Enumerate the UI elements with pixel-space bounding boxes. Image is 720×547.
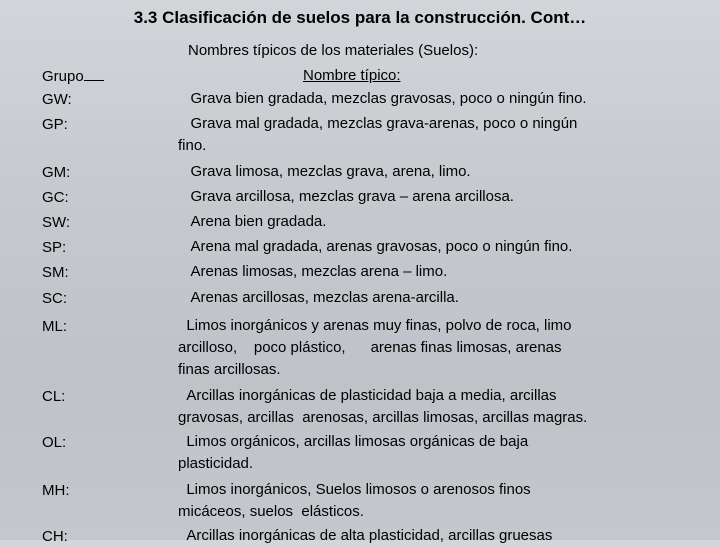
soil-group-code: GP: bbox=[42, 116, 68, 133]
soil-description-line: Grava mal gradada, mezclas grava-arenas, poco o ningún bbox=[178, 115, 578, 132]
soil-description-line: Limos inorgánicos y arenas muy finas, polvo de roca, limo bbox=[178, 317, 572, 334]
soil-description-line: micáceos, suelos elásticos. bbox=[178, 503, 364, 520]
soil-description-line: Arcillas inorgánicas de alta plasticidad, arcillas gruesas bbox=[178, 527, 553, 544]
soil-description-line: Grava limosa, mezclas grava, arena, limo. bbox=[178, 163, 471, 180]
soil-group-code: CL: bbox=[42, 388, 66, 405]
soil-description bbox=[178, 479, 698, 523]
soil-group-code: GM: bbox=[42, 164, 71, 181]
soil-group-code: ML: bbox=[42, 318, 68, 335]
soil-description bbox=[178, 315, 698, 381]
soil-description-line: Limos orgánicos, arcillas limosas orgánicas de baja bbox=[178, 433, 529, 450]
soil-group-code: SP: bbox=[42, 239, 67, 256]
subtitle: Nombres típicos de los materiales (Suelos): bbox=[188, 42, 479, 59]
soil-description-line: Arenas limosas, mezclas arena – limo. bbox=[178, 263, 448, 280]
soil-description bbox=[178, 88, 698, 110]
soil-description-line: plasticidad. bbox=[178, 455, 254, 472]
soil-description-line: Grava bien gradada, mezclas gravosas, poco o ningún fino. bbox=[178, 90, 587, 107]
soil-description-line: Arcillas inorgánicas de plasticidad baja a media, arcillas bbox=[178, 387, 557, 404]
soil-description bbox=[178, 525, 698, 547]
group-header-underline bbox=[84, 67, 104, 81]
slide-title: 3.3 Clasificación de suelos para la construcción. Cont… bbox=[133, 8, 587, 27]
soil-description-line: Arena mal gradada, arenas gravosas, poco o ningún fino. bbox=[178, 238, 573, 255]
soil-group-code: SC: bbox=[42, 290, 68, 307]
group-column-header bbox=[42, 67, 104, 85]
soil-description-line: gravosas, arcillas arenosas, arcillas limosas, arcillas magras. bbox=[178, 409, 588, 426]
soil-description bbox=[178, 186, 698, 208]
name-column-header: Nombre típico: bbox=[303, 67, 401, 84]
soil-description bbox=[178, 287, 698, 309]
soil-group-code: MH: bbox=[42, 482, 70, 499]
soil-description-line: fino. bbox=[178, 137, 207, 154]
soil-description bbox=[178, 385, 698, 429]
soil-group-code: GW: bbox=[42, 91, 72, 108]
soil-description-line: Arenas arcillosas, mezclas arena-arcilla. bbox=[178, 289, 459, 306]
soil-group-code: OL: bbox=[42, 434, 67, 451]
soil-description-line: Arena bien gradada. bbox=[178, 213, 327, 230]
soil-description bbox=[178, 113, 698, 157]
soil-group-code: GC: bbox=[42, 189, 69, 206]
soil-description bbox=[178, 211, 698, 233]
soil-description bbox=[178, 161, 698, 183]
soil-description-line: Limos inorgánicos, Suelos limosos o arenosos finos bbox=[178, 481, 531, 498]
soil-description bbox=[178, 261, 698, 283]
soil-group-code: SM: bbox=[42, 264, 69, 281]
soil-description-line: arcilloso, poco plástico, arenas finas limosas, arenas bbox=[178, 339, 562, 356]
soil-description bbox=[178, 236, 698, 258]
soil-description bbox=[178, 431, 698, 475]
soil-group-code: CH: bbox=[42, 528, 68, 545]
soil-group-code: SW: bbox=[42, 214, 71, 231]
soil-description-line: finas arcillosas. bbox=[178, 361, 281, 378]
soil-description-line: Grava arcillosa, mezclas grava – arena arcillosa. bbox=[178, 188, 514, 205]
group-header-label: Grupo bbox=[42, 68, 84, 85]
